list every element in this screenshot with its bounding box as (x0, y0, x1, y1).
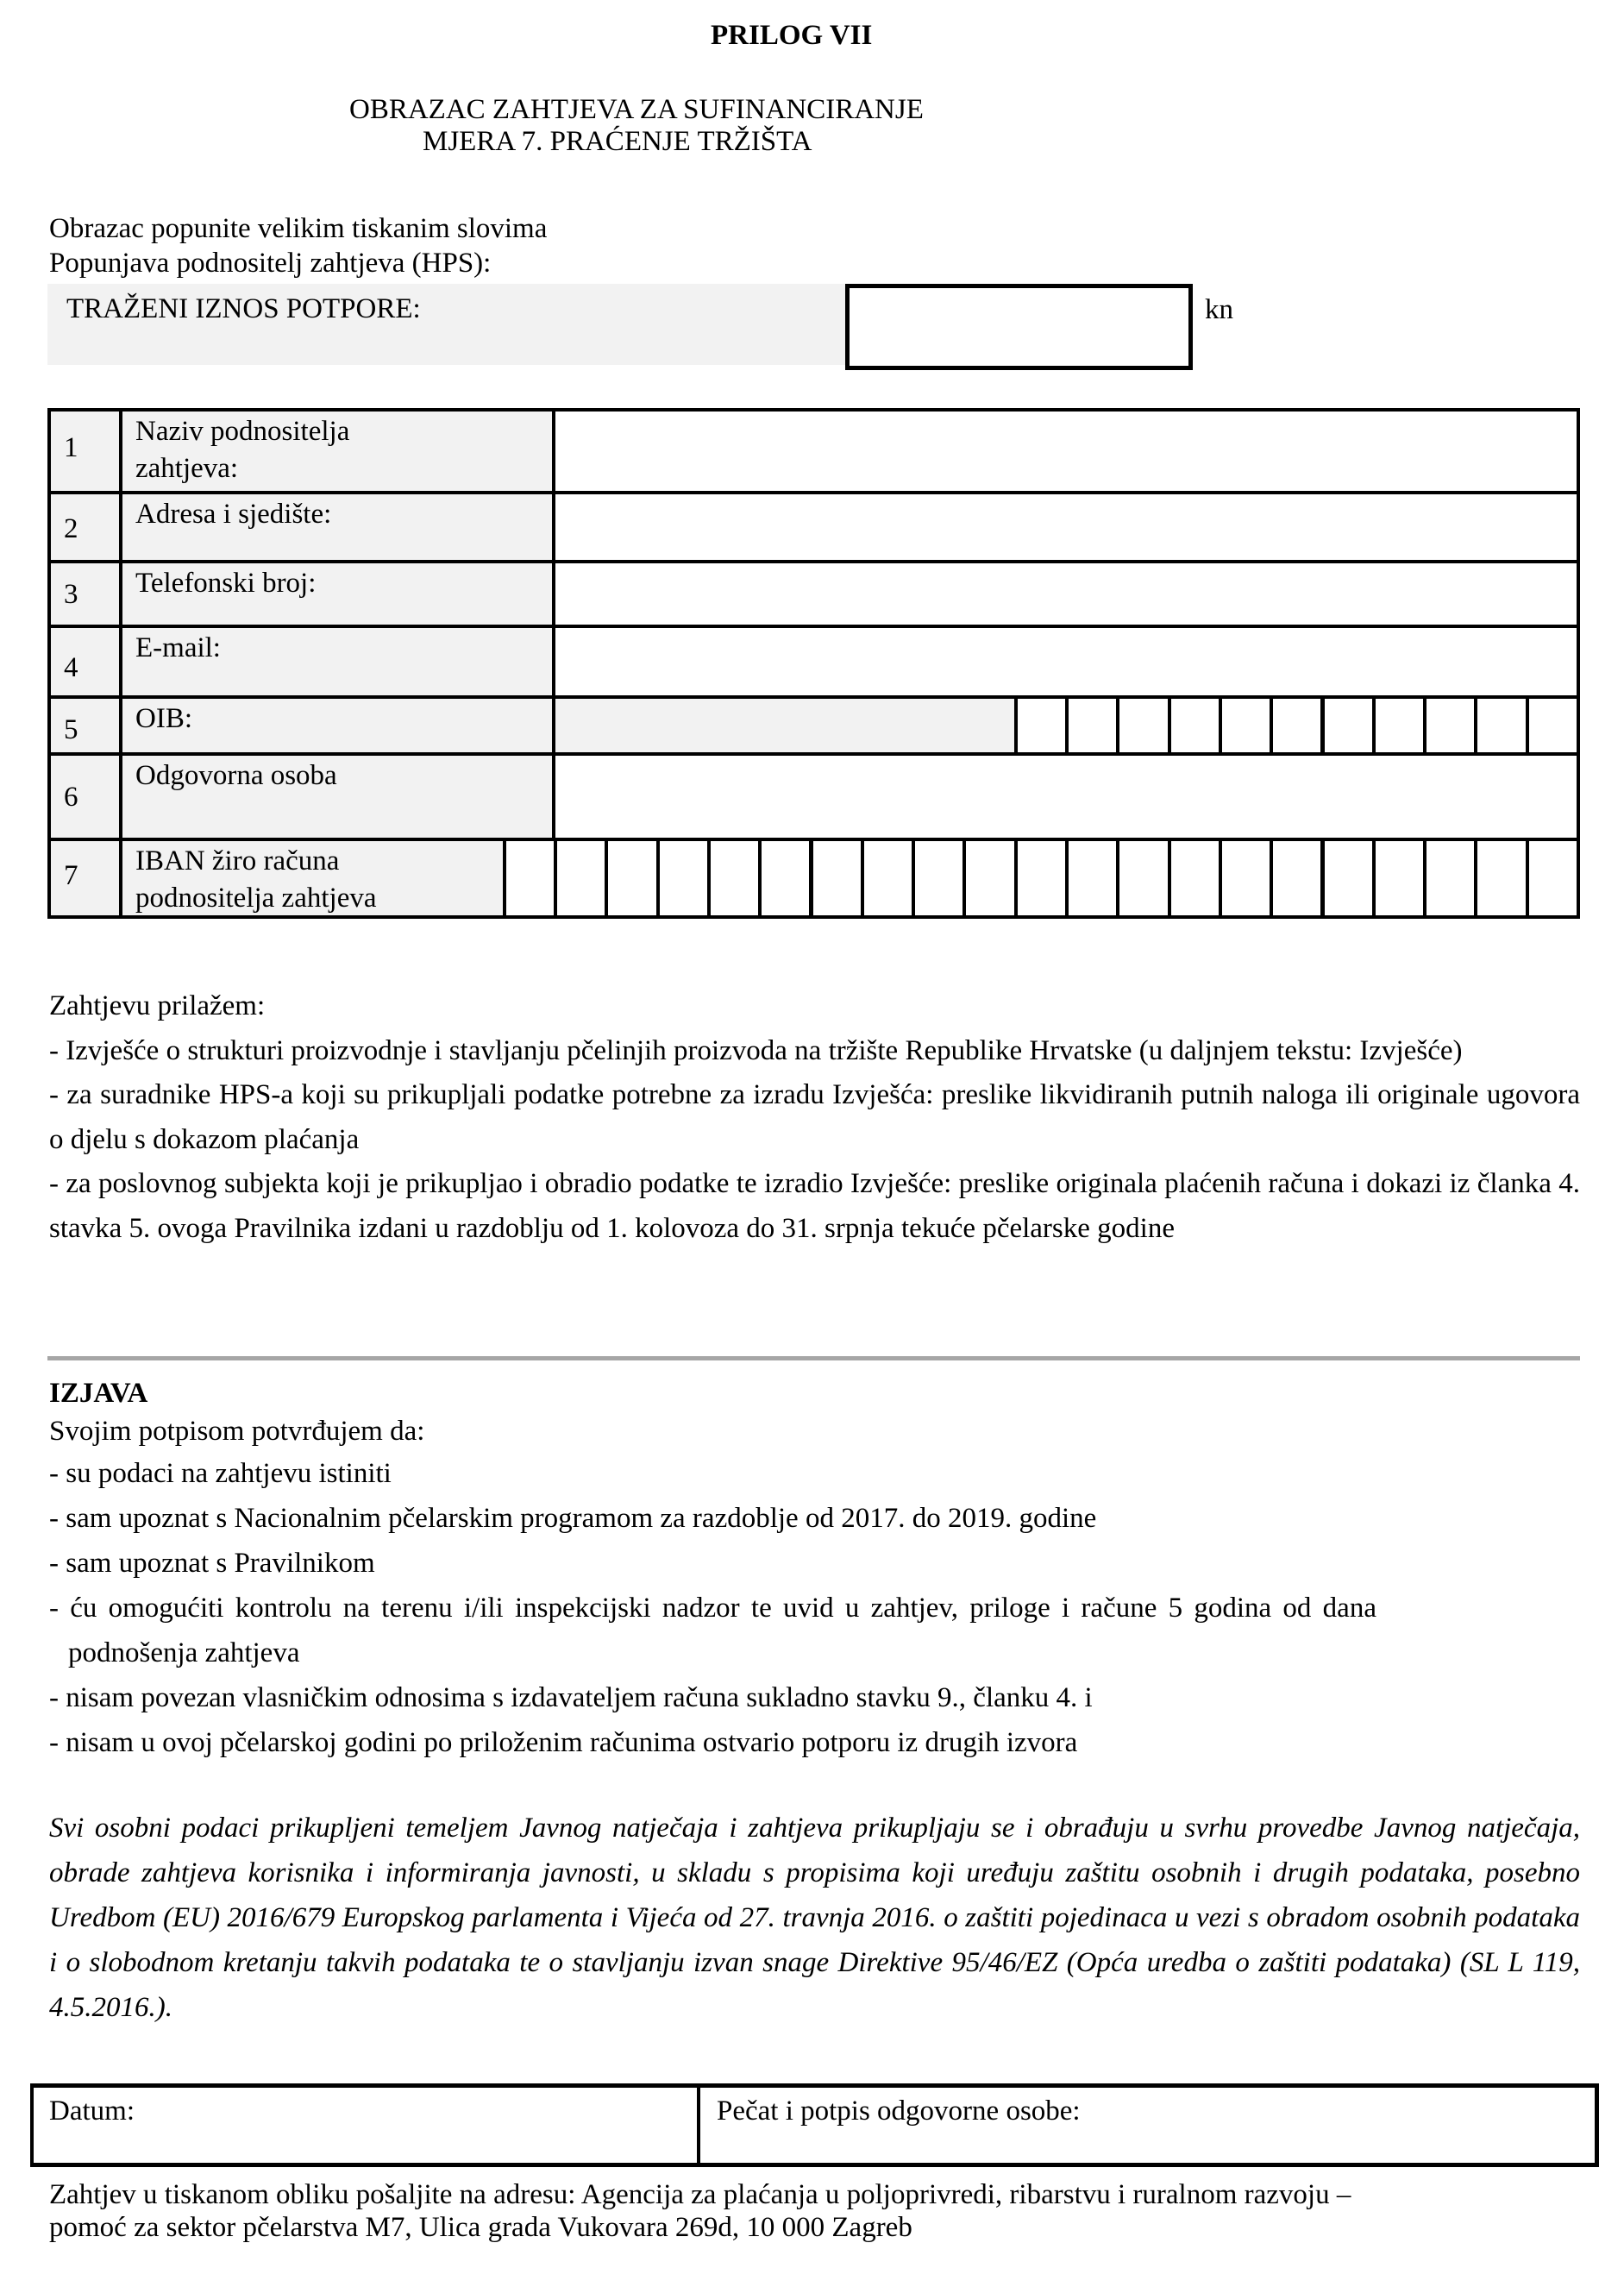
privacy-notice: Svi osobni podaci prikupljeni temeljem Javnog natječaja i zahtjeva prikupljaju se i obrađuju u svrhu provedbe Javnog natječaja, obrade zahtjeva korisnika i informiranja javnosti, u skladu s propisima koji uređuju zaštitu osobnih i drugih podataka, posebno Uredbom (EU) 2016/679 Europskog parlamenta i Vijeća od 27. travnja 2016. o zaštiti pojedinaca u vezi s obradom osobnih podataka i o slobodnom kretanju takvih podataka te o stavljanju izvan snage Direktive 95/46/EZ (Opća uredba o zaštiti podataka) (SL L 119, 4.5.2016.). (49, 1813, 1580, 2023)
row-number: 6 (64, 782, 78, 813)
row-number: 2 (64, 513, 78, 544)
attachments-heading: Zahtjevu prilažem: (49, 990, 266, 1021)
instruction-filled-by: Popunjava podnositelj zahtjeva (HPS): (49, 248, 492, 279)
declaration-section (49, 1375, 1580, 1765)
digit-box[interactable] (758, 838, 812, 919)
stamp-signature-field[interactable] (705, 2088, 1593, 2163)
digit-box[interactable] (1526, 838, 1580, 919)
row-label: Odgovorna osoba (135, 760, 337, 791)
digit-box[interactable] (1116, 695, 1170, 756)
digit-box[interactable] (605, 838, 659, 919)
digit-box[interactable] (1014, 838, 1069, 919)
row-label: IBAN žiro računa podnositelja zahtjeva (135, 845, 377, 914)
attachment-item: - Izvješće o strukturi proizvodnje i stavljanju pčelinjih proizvoda na tržište Republike Hrvatske (u daljnjem tekstu: Izvješće) (49, 1034, 1463, 1066)
signature-divider (697, 2083, 700, 2167)
row-label: Naziv podnositelja zahtjeva: (135, 416, 350, 484)
digit-box[interactable] (1474, 838, 1528, 919)
digit-box[interactable] (861, 838, 915, 919)
phone-field[interactable] (552, 560, 1580, 628)
digit-box[interactable] (1168, 838, 1222, 919)
responsible-person-field[interactable] (552, 752, 1580, 841)
declaration-heading: IZJAVA (49, 1378, 148, 1409)
digit-box[interactable] (962, 838, 1017, 919)
applicant-name-field[interactable] (552, 408, 1580, 494)
table-row-responsible-person (47, 752, 1580, 841)
table-row-address (47, 491, 1580, 563)
currency-label: kn (1205, 294, 1233, 325)
row-label: Telefonski broj: (135, 568, 317, 599)
email-field[interactable] (552, 625, 1580, 699)
digit-box[interactable] (1014, 695, 1069, 756)
table-row-phone (47, 560, 1580, 628)
form-subtitle: MJERA 7. PRAĆENJE TRŽIŠTA (423, 126, 812, 157)
digit-box[interactable] (503, 838, 557, 919)
digit-box[interactable] (1321, 695, 1376, 756)
digit-box[interactable] (1270, 838, 1324, 919)
declaration-item: - ću omogućiti kontrolu na terenu i/ili inspekcijski nadzor te uvid u zahtjev, priloge i račune 5 godina od dana (49, 1593, 1376, 1624)
declaration-item: - su podaci na zahtjevu istiniti (49, 1458, 392, 1489)
digit-box[interactable] (1321, 838, 1376, 919)
digit-box[interactable] (1270, 695, 1324, 756)
declaration-intro: Svojim potpisom potvrđujem da: (49, 1416, 425, 1447)
signature-table (30, 2083, 1599, 2167)
digit-box[interactable] (1168, 695, 1222, 756)
digit-box[interactable] (1116, 838, 1170, 919)
row-label: OIB: (135, 703, 192, 734)
digit-box[interactable] (1065, 695, 1119, 756)
digit-box[interactable] (1219, 695, 1273, 756)
attachment-item: - za suradnike HPS-a koji su prikupljali podatke potrebne za izradu Izvješća: preslike likvidiranih putnih naloga ili originale ugovora o djelu s dokazom plaćanja (49, 1079, 1580, 1155)
row-number: 5 (64, 714, 78, 745)
amount-label-band (47, 284, 845, 365)
amount-label: TRAŽENI IZNOS POTPORE: (66, 293, 421, 324)
declaration-item: - sam upoznat s Pravilnikom (49, 1548, 375, 1579)
row-number: 7 (64, 860, 78, 891)
declaration-item: - nisam povezan vlasničkim odnosima s izdavateljem računa sukladno stavku 9., članku 4. i (49, 1682, 1093, 1713)
table-row-oib (47, 695, 1580, 756)
digit-box[interactable] (1526, 695, 1580, 756)
date-field[interactable] (37, 2088, 697, 2163)
row-number: 4 (64, 652, 78, 683)
declaration-item: - sam upoznat s Nacionalnim pčelarskim programom za razdoblje od 2017. do 2019. godine (49, 1503, 1097, 1534)
stamp-signature-label: Pečat i potpis odgovorne osobe: (717, 2095, 1081, 2127)
form-title: OBRAZAC ZAHTJEVA ZA SUFINANCIRANJE (349, 94, 924, 125)
table-row-iban (47, 838, 1580, 919)
digit-box[interactable] (1065, 838, 1119, 919)
digit-box[interactable] (1423, 838, 1477, 919)
table-row-name (47, 408, 1580, 494)
digit-box[interactable] (554, 838, 608, 919)
date-label: Datum: (49, 2095, 135, 2127)
instruction-uppercase: Obrazac popunite velikim tiskanim slovima (49, 213, 548, 244)
attachment-item: - za poslovnog subjekta koji je prikupljao i obradio podatke te izradio Izvješće: preslike originala plaćenih računa i dokazi iz članka 4. stavka 5. ovoga Pravilnika izdani u razdoblju od 1. kolovoza do 31. srpnja tekuće pčelarske godine (49, 1168, 1580, 1244)
section-divider (47, 1356, 1580, 1360)
digit-box[interactable] (1423, 695, 1477, 756)
mailing-address-line1: Zahtjev u tiskanom obliku pošaljite na adresu: Agencija za plaćanja u poljoprivredi, ribarstvu i ruralnom razvoju – (49, 2179, 1351, 2210)
mailing-address-line2: pomoć za sektor pčelarstva M7, Ulica grada Vukovara 269d, 10 000 Zagreb (49, 2212, 912, 2243)
digit-box[interactable] (1372, 838, 1426, 919)
amount-input[interactable] (845, 284, 1193, 370)
digit-box[interactable] (912, 838, 966, 919)
digit-box[interactable] (1219, 838, 1273, 919)
declaration-item: - nisam u ovoj pčelarskoj godini po priloženim računima ostvario potporu iz drugih izvora (49, 1727, 1078, 1758)
oib-spacer (552, 695, 1021, 756)
applicant-table (47, 408, 1580, 919)
attachments-section (49, 984, 1580, 1251)
address-field[interactable] (552, 491, 1580, 563)
annex-title: PRILOG VII (711, 20, 873, 51)
digit-box[interactable] (810, 838, 864, 919)
row-label: Adresa i sjedište: (135, 499, 332, 530)
table-row-email (47, 625, 1580, 699)
row-number: 1 (64, 432, 78, 463)
digit-box[interactable] (707, 838, 762, 919)
digit-box[interactable] (656, 838, 711, 919)
declaration-item-continuation: podnošenja zahtjeva (68, 1637, 300, 1668)
row-label: E-mail: (135, 632, 221, 663)
digit-box[interactable] (1372, 695, 1426, 756)
digit-box[interactable] (1474, 695, 1528, 756)
row-number: 3 (64, 579, 78, 610)
